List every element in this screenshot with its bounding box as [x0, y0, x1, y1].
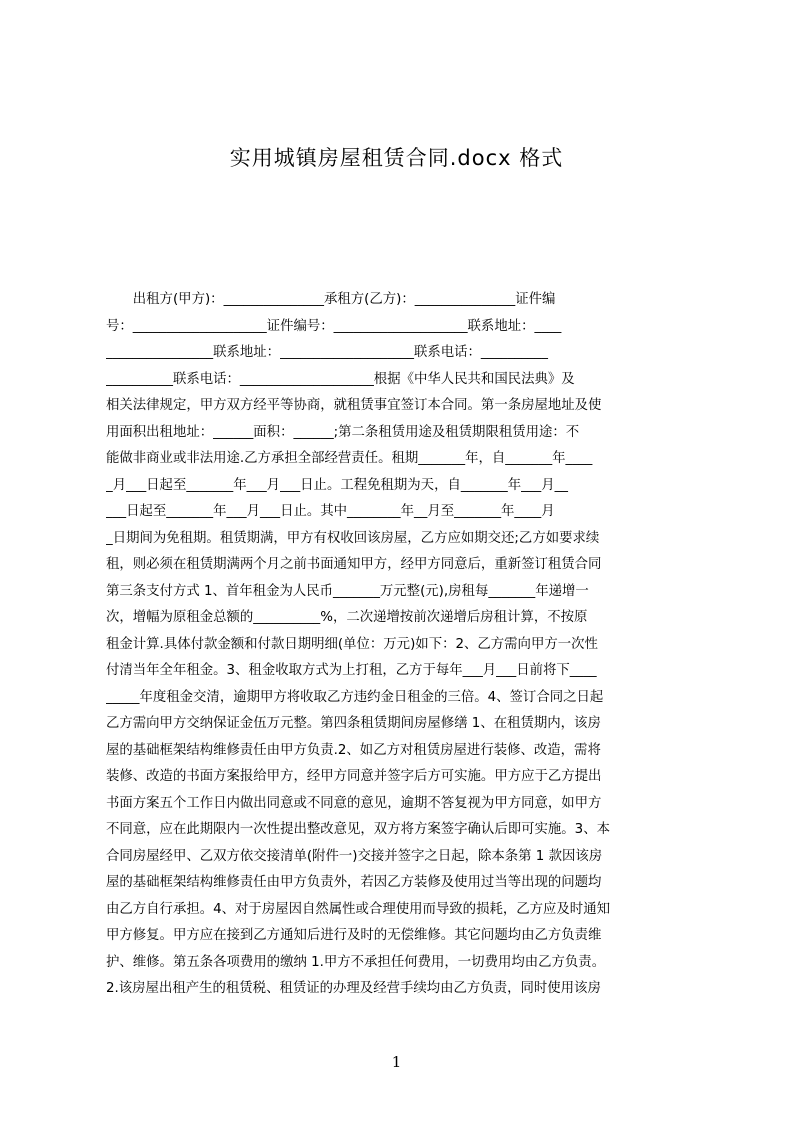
- body-line: 出租方(甲方)：_______________承租方(乙方)：_______________证件编: [106, 292, 556, 307]
- body-line: 能做非商业或非法用途.乙方承担全部经营责任。租期_______年，自_______年____: [106, 451, 593, 466]
- body-line: ___日起至_______年___月___日止。其中________年__月至_______年____月: [106, 504, 555, 519]
- body-line: 次，增幅为原租金总额的__________%，二次递增按前次递增后房租计算，不按原: [106, 610, 588, 625]
- body-line: 号：____________________证件编号：____________________联系地址：____: [106, 318, 562, 334]
- body-line: 不同意，应在此期限内一次性提出整改意见，双方将方案签字确认后即可实施。3、本: [106, 822, 610, 837]
- body-line: _月___日起至_______年___月___日止。工程免租期为天，自_______年___月__: [106, 477, 568, 493]
- body-line: _日期间为免租期。租赁期满，甲方有权收回该房屋，乙方应如期交还;乙方如要求续: [106, 530, 600, 546]
- body-line: 合同房屋经甲、乙双方依交接清单(附件一)交接并签字之日起，除本条第 1 款因该房: [106, 848, 603, 864]
- body-line: 屋的基础框架结构维修责任由甲方负责外，若因乙方装修及使用过当等出现的问题均: [106, 875, 602, 890]
- body-line: 护、维修。第五条各项费用的缴纳 1.甲方不承担任何费用，一切费用均由乙方负责。: [106, 954, 606, 970]
- body-line: 相关法律规定，甲方双方经平等协商，就租赁事宜签订本合同。第一条房屋地址及使: [106, 398, 602, 413]
- body-line: ________________联系地址：____________________联系电话：__________: [106, 345, 548, 360]
- body-line: 甲方修复。甲方应在接到乙方通知后进行及时的无偿维修。其它问题均由乙方负责维: [106, 928, 602, 943]
- body-line: 租金计算.具体付款金额和付款日期明细(单位：万元)如下：2、乙方需向甲方一次性: [106, 636, 598, 652]
- body-line: 租，则必须在租赁期满两个月之前书面通知甲方，经甲方同意后，重新签订租赁合同: [106, 557, 602, 572]
- body-line: 用面积出租地址：______面积：______;第二条租赁用途及租赁期限租赁用途：不: [106, 424, 580, 440]
- body-line: 由乙方自行承担。4、对于房屋因自然属性或合理使用而导致的损耗，乙方应及时通知: [106, 901, 610, 917]
- body-line: 第三条支付方式 1、首年租金为人民币_______万元整(元),房租每_______年递增一: [106, 583, 589, 599]
- contract-body: [106, 287, 699, 1003]
- body-line: __________联系电话：____________________根据《中华人民共和国民法典》及: [106, 371, 575, 387]
- body-line: 付清当年全年租金。3、租金收取方式为上打租，乙方于每年___月___日前将下____: [106, 663, 597, 678]
- body-line: 2.该房屋出租产生的租赁税、租赁证的办理及经营手续均由乙方负责，同时使用该房: [106, 981, 601, 996]
- document-title: 实用城镇房屋租赁合同.docx 格式: [229, 146, 564, 170]
- body-line: _____年度租金交清，逾期甲方将收取乙方违约金日租金的三倍。4、签订合同之日起: [106, 689, 604, 705]
- page-number: 1: [391, 1053, 402, 1071]
- body-line: 装修、改造的书面方案报给甲方，经甲方同意并签字后方可实施。甲方应于乙方提出: [106, 769, 602, 784]
- body-line: 屋的基础框架结构维修责任由甲方负责.2、如乙方对租赁房屋进行装修、改造，需将: [106, 742, 601, 758]
- body-line: 乙方需向甲方交纳保证金伍万元整。第四条租赁期间房屋修缮 1、在租赁期内，该房: [106, 716, 601, 731]
- body-line: 书面方案五个工作日内做出同意或不同意的意见，逾期不答复视为甲方同意，如甲方: [106, 795, 602, 811]
